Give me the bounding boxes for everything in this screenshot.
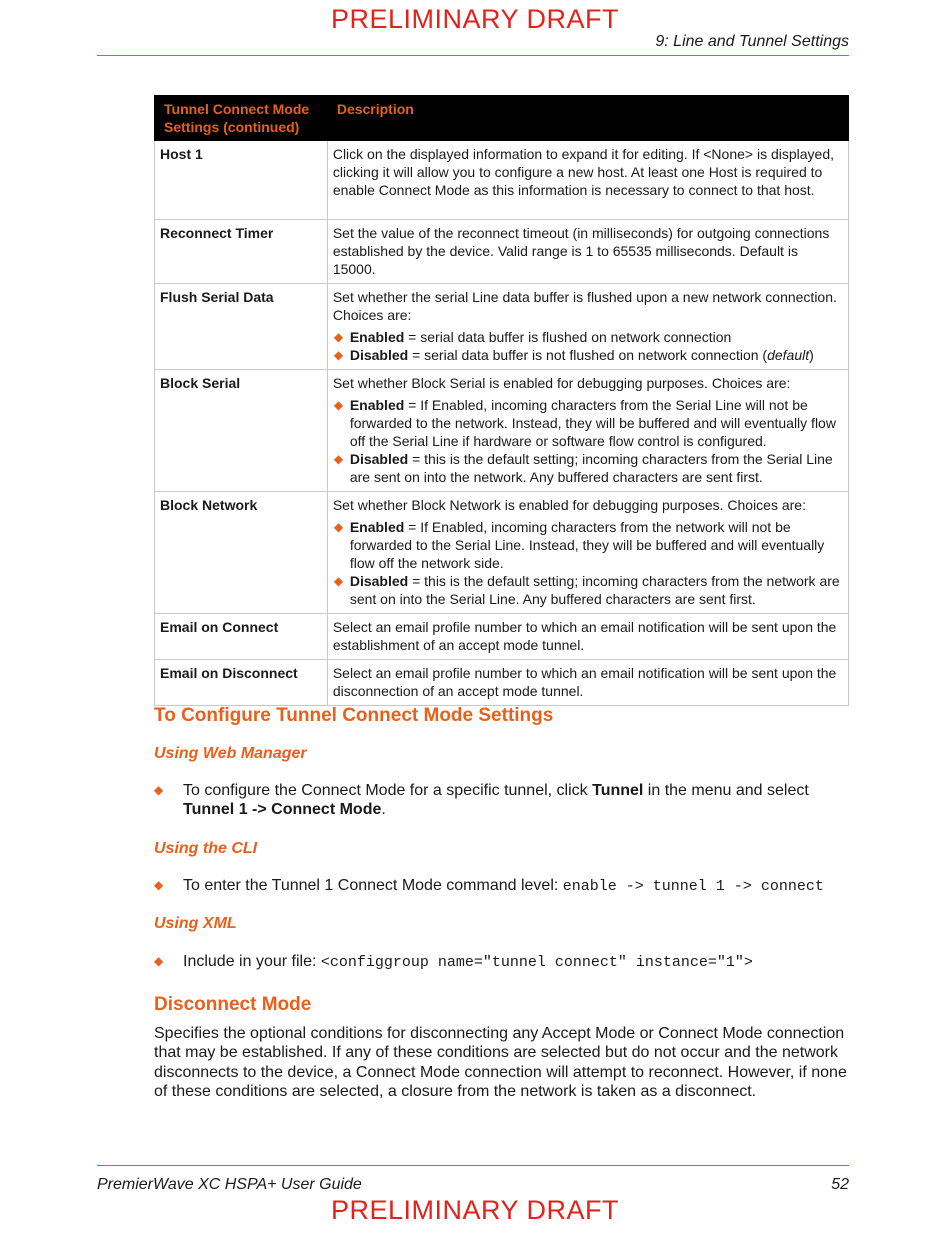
configure-heading: To Configure Tunnel Connect Mode Settings bbox=[154, 705, 554, 726]
xml-snippet: <configgroup name="tunnel connect" instance="1"> bbox=[320, 954, 753, 971]
setting-name: Block Serial bbox=[155, 370, 328, 492]
table-row bbox=[155, 660, 849, 706]
list-item: ◆ Enabled = If Enabled, incoming characters from the Serial Line will not be forwarded to the network. Instead, they will be buffered and will eventually flow off the Serial Line if hardware or software flow control is configured. bbox=[333, 397, 836, 449]
table-header-row bbox=[155, 96, 849, 141]
footer-rule bbox=[97, 1165, 849, 1166]
cli-command: enable -> tunnel 1 -> connect bbox=[562, 878, 824, 895]
table-row bbox=[155, 220, 849, 284]
table-row bbox=[155, 614, 849, 660]
watermark-bottom: PRELIMINARY DRAFT bbox=[330, 1195, 620, 1225]
footer-title: PremierWave XC HSPA+ User Guide bbox=[97, 1176, 362, 1193]
orange-diamond-icon: ◆ bbox=[333, 330, 344, 344]
setting-description: Set the value of the reconnect timeout (in milliseconds) for outgoing connections established by the device. Valid range is 1 to 65535 milliseconds. Default is 15000. bbox=[327, 220, 848, 284]
setting-name: Email on Connect bbox=[155, 614, 328, 660]
setting-name: Email on Disconnect bbox=[155, 660, 328, 706]
table-header-description: Description bbox=[327, 96, 848, 141]
setting-description: Select an email profile number to which an email notification will be sent upon the disconnection of an accept mode tunnel. bbox=[327, 660, 848, 706]
setting-name: Block Network bbox=[155, 492, 328, 614]
chapter-header: 9: Line and Tunnel Settings bbox=[655, 33, 849, 50]
orange-diamond-icon: ◆ bbox=[154, 954, 164, 968]
web-manager-step: ◆ To configure the Connect Mode for a specific tunnel, click Tunnel in the menu and select Tunnel 1 -> Connect Mode. bbox=[154, 782, 809, 818]
orange-diamond-icon: ◆ bbox=[154, 783, 164, 797]
table-row bbox=[155, 284, 849, 370]
list-item: ◆ Disabled = this is the default setting; incoming characters from the Serial Line are sent on into the network. Any buffered characters are sent first. bbox=[333, 451, 833, 485]
xml-step: ◆ Include in your file: <configgroup name="tunnel connect" instance="1"> bbox=[154, 953, 753, 971]
setting-description: Click on the displayed information to expand it for editing. If <None> is displayed, clicking it will allow you to configure a new host. At least one Host is required to enable Connect Mode as this information is necessary to connect to that host. bbox=[327, 141, 848, 220]
cli-heading: Using the CLI bbox=[154, 840, 258, 857]
table-row bbox=[155, 370, 849, 492]
setting-name: Reconnect Timer bbox=[155, 220, 328, 284]
list-item: ◆ Disabled = this is the default setting; incoming characters from the network are sent on into the Serial Line. Any buffered characters are sent first. bbox=[333, 573, 840, 607]
orange-diamond-icon: ◆ bbox=[333, 398, 344, 412]
watermark-top: PRELIMINARY DRAFT bbox=[330, 4, 620, 34]
setting-name: Host 1 bbox=[155, 141, 328, 220]
orange-diamond-icon: ◆ bbox=[154, 878, 164, 892]
setting-description: Set whether Block Network is enabled for debugging purposes. Choices are: ◆ Enabled = If Enabled, incoming characters from the network will not be forwarded to the Serial Line. Instead, they will be buffered and will eventually flow off the network side. ◆ Disabled = this is the default setting; incoming characters from the network are sent on into the Serial Line. Any buffered characters are sent first. bbox=[327, 492, 848, 614]
header-rule bbox=[97, 55, 849, 56]
setting-description: Select an email profile number to which an email notification will be sent upon the establishment of an accept mode tunnel. bbox=[327, 614, 848, 660]
orange-diamond-icon: ◆ bbox=[333, 348, 344, 362]
setting-description: Set whether Block Serial is enabled for debugging purposes. Choices are: ◆ Enabled = If Enabled, incoming characters from the Serial Line will not be forwarded to the network. Instead, they will be buffered and will eventually flow off the Serial Line if hardware or software flow control is configured. ◆ Disabled = this is the default setting; incoming characters from the Serial Line are sent on into the network. Any buffered characters are sent first. bbox=[327, 370, 848, 492]
orange-diamond-icon: ◆ bbox=[333, 452, 344, 466]
settings-table bbox=[154, 95, 849, 706]
web-manager-heading: Using Web Manager bbox=[154, 745, 307, 762]
table-row bbox=[155, 141, 849, 220]
orange-diamond-icon: ◆ bbox=[333, 520, 344, 534]
orange-diamond-icon: ◆ bbox=[333, 574, 344, 588]
list-item: ◆ Disabled = serial data buffer is not flushed on network connection (default) bbox=[333, 347, 814, 363]
setting-name: Flush Serial Data bbox=[155, 284, 328, 370]
xml-heading: Using XML bbox=[154, 915, 237, 932]
cli-step: ◆ To enter the Tunnel 1 Connect Mode command level: enable -> tunnel 1 -> connect bbox=[154, 877, 824, 895]
page-number: 52 bbox=[831, 1176, 849, 1193]
table-header-settings: Tunnel Connect Mode Settings (continued) bbox=[155, 96, 328, 141]
list-item: ◆ Enabled = serial data buffer is flushed on network connection bbox=[333, 329, 732, 345]
disconnect-paragraph: Specifies the optional conditions for disconnecting any Accept Mode or Connect Mode connection that may be established. If any of these conditions are selected but do not occur and the network disconnects to the device, a Connect Mode connection will attempt to reconnect. However, if none of these conditions are selected, a closure from the network is taken as a disconnect. bbox=[154, 1025, 847, 1100]
list-item: ◆ Enabled = If Enabled, incoming characters from the network will not be forwarded to the Serial Line. Instead, they will be buffered and will eventually flow off the network side. bbox=[333, 519, 825, 571]
setting-description: Set whether the serial Line data buffer is flushed upon a new network connection. Choices are: ◆ Enabled = serial data buffer is flushed on network connection ◆ Disabled = serial data buffer is not flushed on network connection (default) bbox=[327, 284, 848, 370]
table-row bbox=[155, 492, 849, 614]
disconnect-heading: Disconnect Mode bbox=[154, 994, 312, 1015]
